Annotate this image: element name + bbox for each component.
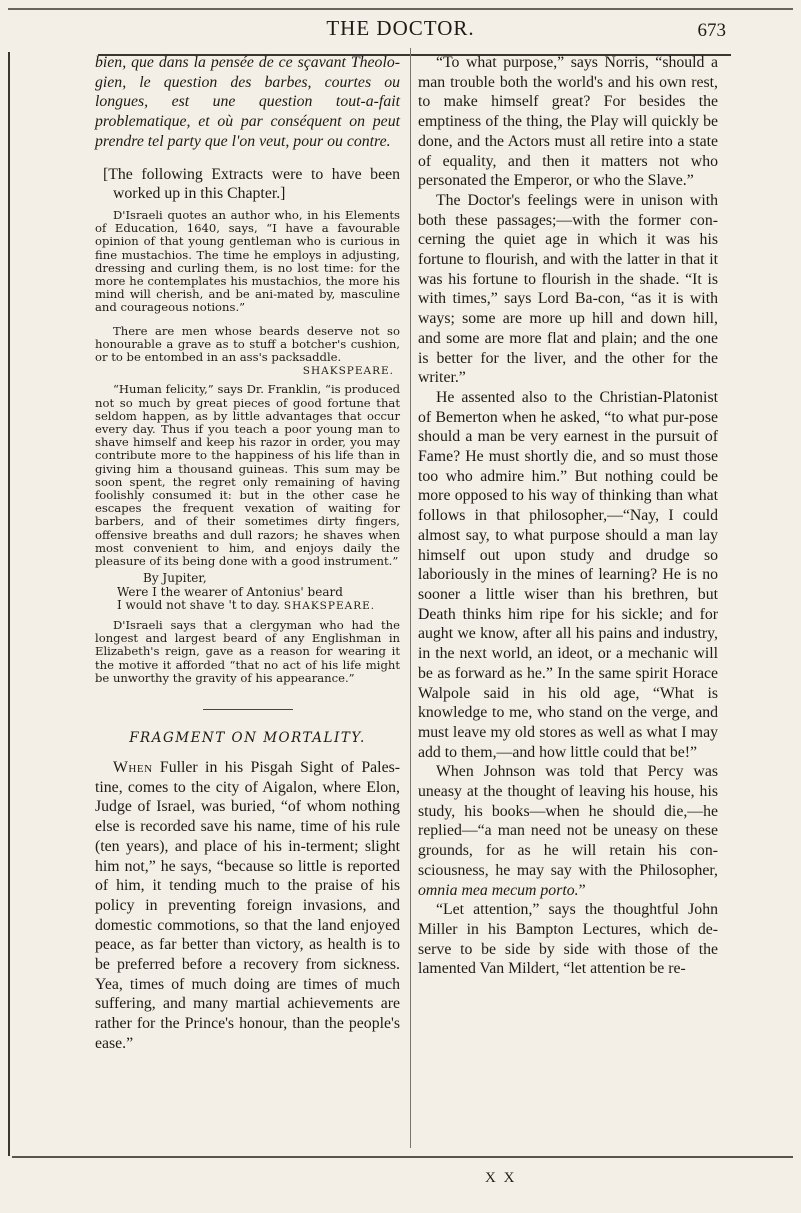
section-divider [203, 709, 293, 710]
running-title: THE DOCTOR. [326, 16, 475, 40]
editorial-note: [The following Extracts were to have been worked up in this Chapter.] [103, 165, 400, 203]
drop-lead-word: When [113, 759, 153, 776]
top-border-rule [8, 8, 793, 10]
verse-line-2: Were I the wearer of Antonius' beard [117, 584, 343, 599]
page-number: 673 [697, 20, 726, 41]
latin-phrase: omnia mea mecum porto. [418, 881, 579, 899]
verse-quote [95, 572, 400, 614]
extract-disraeli-mustachios: D'Israeli quotes an author who, in his Elements of Education, 1640, says, “I have a favourable opinion of that young gentleman who is curious in fine mustachios. The time he employs in adjusting, dressing and curling them, is no lost time: for the more he contemplates his mustachios, the more his mind will cherish, and be ani-mated by, masculine and courageous notions.” [95, 207, 400, 315]
signature-mark: X X [485, 1170, 517, 1186]
verse-line-1: By Jupiter, [143, 571, 207, 586]
verse-line-3: I would not shave 't to day. [117, 598, 281, 613]
french-quote: bien, que dans la pensée de ce sçavant Theolo-gien, le question des barbes, courtes ou longues, est une question tout-a-fait problematique, et où par conséquent on peut prendre tel party que l'on veut, pour ou contre. [95, 54, 400, 150]
paragraph-norris: “To what purpose,” says Norris, “should a man trouble both the world's and his own rest, to make himself great? For besides the emptiness of the thing, the Play will quickly be done, and the Actors must all retire into a state of equality, and then it matters not who personated the Emperor, or who the Slave.” [418, 54, 718, 190]
paragraph-bemerton: He assented also to the Christian-Platonist of Bemerton when he asked, “to what pur-pose should a man be very earnest in the pursuit of Fame? He must shortly die, and so must those too who admire him.” But nothing could be more opposed to his way of thinking than what follows in that philosopher,—“Nay, I could almost say, to what purpose should a man lay himself out upon study and drudge so laboriously in the mines of learning? He is no sooner a little wiser than his brethren, but Death thinks him ripe for his sickle; and for aught we know, after all his pains and industry, in the next world, an ideot, or a mechanic will be as forward as he.” In the same spirit Horace Walpole said in his old age, “What is knowledge to me, who stand on the verge, and must leave my old stores as well as what I may add to them,—and how little could that be!” [418, 388, 718, 761]
johnson-close: ” [578, 881, 586, 899]
fragment-paragraph [95, 758, 400, 1054]
paragraph-johnson [418, 762, 718, 900]
paragraph-miller: “Let attention,” says the thoughtful John Miller in his Bampton Lectures, which de-serve to be side by side with those of the lamented Van Mildert, “let attention be re- [418, 901, 718, 978]
extract-franklin: “Human felicity,” says Dr. Franklin, “is produced not so much by great pieces of good fortune that seldom happen, as by little advantages that occur every day. Thus if you teach a poor young man to shave himself and keep his razor in order, you may contribute more to the happiness of his life than in giving him a thousand guineas. This sum may be soon spent, the regret only remaining of having foolishly consumed it: but in the other case he escapes the frequent vexation of waiting for barbers, and of their sometimes dirty fingers, offensive breaths and dull razors; he shaves when most convenient to him, and enjoys daily the pleasure of its being done with a good instrument.” [95, 382, 400, 568]
extract-clergyman-beard: D'Israeli says that a clergyman who had the longest and largest beard of any Englishman in Elizabeth's reign, gave as a reason for wearing it the motive it afforded “that no act of his life might be unworthy the gravity of his appearance.” [95, 617, 400, 685]
page-header [0, 14, 801, 44]
extract-beards: There are men whose beards deserve not so honourable a grave as to stuff a botcher's cushion, or to be entombed in an ass's packsaddle. [95, 323, 400, 364]
attribution-shakspeare-2: SHAKSPEARE. [283, 600, 376, 613]
right-column [418, 53, 718, 979]
left-column [95, 53, 400, 1054]
section-heading: FRAGMENT ON MORTALITY. [129, 730, 366, 746]
verse-line-3-row [95, 599, 400, 614]
left-edge-rule [8, 52, 10, 1156]
johnson-text: When Johnson was told that Percy was uneasy at the thought of leaving his house, his study, his books—when he should die,—he replied—“a man need not be uneasy on these grounds, for as he will retain his con-sciousness, he may say with the Philosopher, [418, 763, 718, 879]
footer-rule [12, 1156, 793, 1158]
paragraph-doctor-feelings: The Doctor's feelings were in unison with both these passages;—with the former con-cerning the quiet age in which it was his fortune to flourish, and with the latter in that it was his fortune to flourish in the shade. “It is with times,” says Lord Ba-con, “as it is with ways; some are more up hill and down hill, and some are more flat and plain; and the one is better for the liver, and the other for the writer.” [418, 191, 718, 387]
column-divider [410, 48, 411, 1148]
attribution-shakspeare-1: SHAKSPEARE. [302, 365, 394, 378]
fragment-text: Fuller in his Pisgah Sight of Pales-tine, comes to the city of Aigalon, where Elon, Judge of Israel, was buried, “of whom nothing else is recorded save his name, time of his rule (ten years), and place of his in-terment; slight him not,” he says, “because so little is reported of him, it tending much to the praise of his policy in preventing foreign invasions, and domestic commotions, so that the land enjoyed peace, as far better than victory, as health is to be preferred before a recovery from sickness. Yea, times of much doing are times of much suffering, and many martial achievements are rather for the Prince's honour, than the people's ease.” [95, 759, 400, 1052]
